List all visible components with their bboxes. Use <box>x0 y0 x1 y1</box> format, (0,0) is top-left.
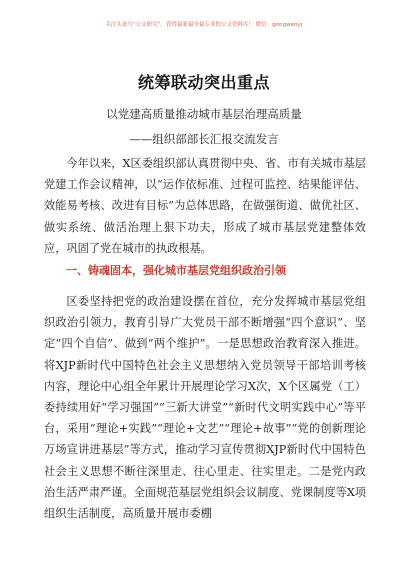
top-banner: 关注头条号“公文研究”，获得最新最全最专业的公文资料库！ 微信：gongwenyj <box>105 22 303 28</box>
document-title: 统筹联动突出重点 <box>137 73 270 92</box>
body-paragraph-2: 区委坚持把党的政治建设摆在首位，充分发挥城市基层党组织政治引领力，教育引导广大党员干部不断增强“四个意识”、坚定“四个自信”、做到“两个维护”。一是思想政治教育深入推进。将XJP新时代中国特色社会主义思想纳入党员领导干部培训考核内容，理论中心组全年累计开展理论学习X次，X个区属党（工）委持续用好“学习强国”“三新大讲堂”“新时代文明实践中心”等平台，采用“理论+实践”“理论+文艺”“理论+故事”“党的创新理论万场宣讲进基层”等方式，推动学习宣传贯彻XJP新时代中国特色社会主义思想不断往深里走、往心里走、往实里走。二是党内政治生活严肃严谨。全面规范基层党组织会议制度、党课制度等X项组织生活制度，高质量开展市委棚 <box>44 295 366 521</box>
document-byline: ——组织部部长汇报交流发言 <box>129 132 279 146</box>
document-subtitle: 以党建高质量推动城市基层治理高质量 <box>106 107 302 121</box>
section-heading-1: 一、铸魂固本，强化城市基层党组织政治引领 <box>66 264 286 277</box>
body-paragraph-1: 今年以来，X区委组织部认真贯彻中央、省、市有关城市基层党建工作会议精神，以“运作依标准、过程可监控、结果能评估、效能易考核、改进有目标”为总体思路，在做强街道、做优社区、做实系统、做活治理上狠下功夫，形成了城市基层党建整体效应，巩固了党在城市的执政根基。 <box>44 157 366 255</box>
